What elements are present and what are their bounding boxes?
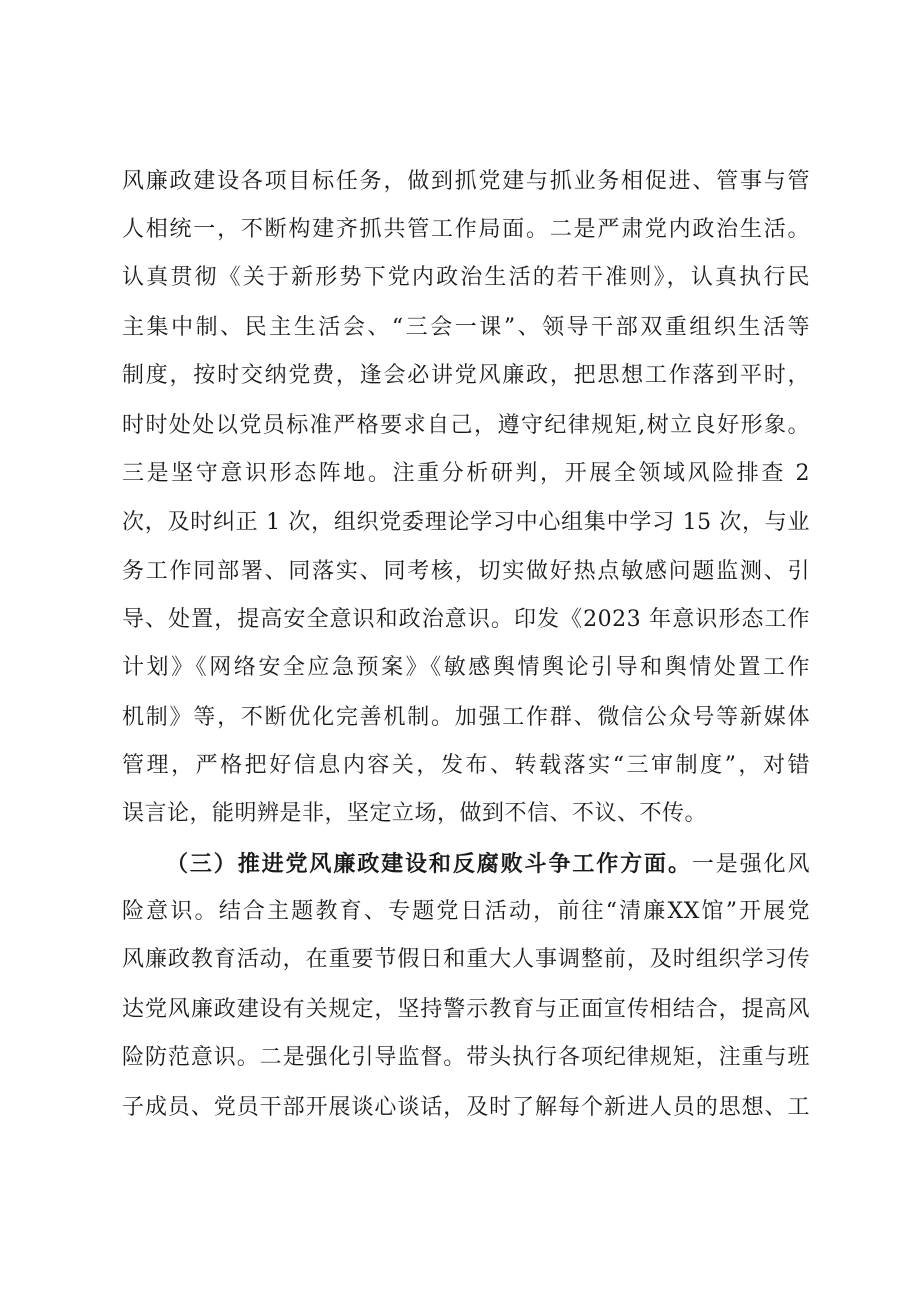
body-line: 时时处处以党员标准严格要求自己，遵守纪律规矩,树立良好形象。 [122,413,810,438]
body-line: 人相统一，不断构建齐抓共管工作局面。二是严肃党内政治生活。 [122,217,810,242]
body-line: 主集中制、民主生活会、“三会一课”、领导干部双重组织生活等 [122,315,810,340]
section-first-line-rest: 一是强化风 [691,852,810,877]
body-line: 导、处置，提高安全意识和政治意识。印发《2023 年意识形态工作 [122,607,810,632]
body-line: 次，及时纠正 1 次，组织党委理论学习中心组集中学习 15 次，与业 [122,510,810,535]
section-line: 风廉政教育活动，在重要节假日和重大人事调整前，及时组织学习传 [122,947,810,972]
section-line: 达党风廉政建设有关规定，坚持警示教育与正面宣传相结合，提高风 [122,997,810,1022]
body-line: 认真贯彻《关于新形势下党内政治生活的若干准则》，认真执行民 [122,265,810,290]
body-line: 风廉政建设各项目标任务，做到抓党建与抓业务相促进、管事与管 [122,169,810,194]
body-line: 管理，严格把好信息内容关，发布、转载落实“三审制度”，对错 [122,753,810,778]
section-first-line [166,849,810,880]
section-line: 险防范意识。二是强化引导监督。带头执行各项纪律规矩，注重与班 [122,1045,810,1070]
section-heading: （三）推进党风廉政建设和反腐败斗争工作方面。 [166,851,692,877]
section-line: 子成员、党员干部开展谈心谈话，及时了解每个新进人员的思想、工 [122,1095,810,1120]
body-line: 三是坚守意识形态阵地。注重分析研判，开展全领域风险排查 2 [122,461,810,486]
body-line: 计划》《网络安全应急预案》《敏感舆情舆论引导和舆情处置工作 [122,655,810,680]
section-line: 险意识。结合主题教育、专题党日活动，前往“清廉XX馆”开展党 [122,899,810,924]
body-line: 务工作同部署、同落实、同考核，切实做好热点敏感问题监测、引 [122,559,810,584]
body-line: 制度，按时交纳党费，逢会必讲党风廉政，把思想工作落到平时， [122,363,810,388]
body-line: 机制》等，不断优化完善机制。加强工作群、微信公众号等新媒体 [122,705,810,730]
body-line: 误言论，能明辨是非，坚定立场，做到不信、不议、不传。 [122,801,708,826]
